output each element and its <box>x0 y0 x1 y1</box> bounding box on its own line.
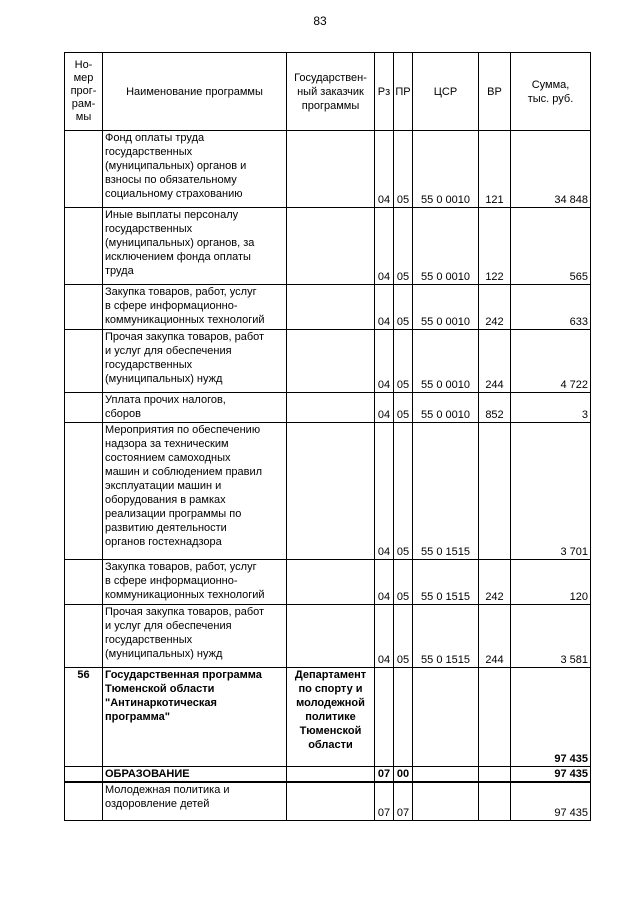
pr-cell: 05 <box>394 393 413 423</box>
csr-cell <box>413 782 479 820</box>
program-number-cell <box>65 393 103 423</box>
pr-cell: 05 <box>394 423 413 560</box>
csr-cell: 55 0 1515 <box>413 423 479 560</box>
csr-cell: 55 0 0010 <box>413 330 479 393</box>
table-row <box>65 393 591 423</box>
amount-cell: 3 <box>511 393 591 423</box>
state-customer-cell <box>287 767 375 783</box>
amount-cell: 565 <box>511 208 591 285</box>
state-customer-cell <box>287 131 375 208</box>
table-row <box>65 423 591 560</box>
state-customer-cell <box>287 423 375 560</box>
rz-cell: 07 <box>375 767 394 783</box>
program-number-cell <box>65 423 103 560</box>
csr-cell <box>413 668 479 767</box>
vr-cell: 852 <box>479 393 511 423</box>
program-number-cell <box>65 285 103 330</box>
rz-cell: 04 <box>375 330 394 393</box>
vr-cell <box>479 668 511 767</box>
rz-cell: 04 <box>375 423 394 560</box>
page-number: 83 <box>313 14 327 28</box>
state-customer-cell: Департамент по спорту и молодежной политике Тюменской области <box>287 668 375 767</box>
rz-cell: 04 <box>375 393 394 423</box>
program-name-cell: Молодежная политика и оздоровление детей <box>103 782 287 820</box>
rz-cell: 04 <box>375 131 394 208</box>
csr-cell: 55 0 0010 <box>413 208 479 285</box>
state-customer-cell <box>287 605 375 668</box>
program-name-cell: Иные выплаты персоналу государственных (муниципальных) органов, за исключением фонда оплаты труда <box>103 208 287 285</box>
header-pr: ПР <box>394 53 413 131</box>
program-number-cell <box>65 605 103 668</box>
rz-cell: 07 <box>375 782 394 820</box>
vr-cell: 244 <box>479 605 511 668</box>
pr-cell: 05 <box>394 285 413 330</box>
vr-cell <box>479 767 511 783</box>
table-body <box>65 131 591 821</box>
csr-cell: 55 0 0010 <box>413 131 479 208</box>
state-customer-cell <box>287 782 375 820</box>
rz-cell: 04 <box>375 560 394 605</box>
rz-cell <box>375 668 394 767</box>
header-vr: ВР <box>479 53 511 131</box>
program-number-cell <box>65 131 103 208</box>
header-program-name: Наименование программы <box>103 53 287 131</box>
pr-cell <box>394 668 413 767</box>
pr-cell: 00 <box>394 767 413 783</box>
amount-cell: 97 435 <box>511 767 591 783</box>
table-header-row <box>65 53 591 131</box>
csr-cell: 55 0 0010 <box>413 393 479 423</box>
pr-cell: 05 <box>394 605 413 668</box>
header-state-customer: Государствен- ный заказчик программы <box>287 53 375 131</box>
header-csr: ЦСР <box>413 53 479 131</box>
amount-cell: 3 701 <box>511 423 591 560</box>
table-row <box>65 605 591 668</box>
amount-cell: 97 435 <box>511 668 591 767</box>
program-number-cell <box>65 208 103 285</box>
vr-cell: 121 <box>479 131 511 208</box>
csr-cell <box>413 767 479 783</box>
program-number-cell <box>65 560 103 605</box>
program-name-cell: ОБРАЗОВАНИЕ <box>103 767 287 783</box>
vr-cell: 122 <box>479 208 511 285</box>
csr-cell: 55 0 1515 <box>413 605 479 668</box>
table-row <box>65 208 591 285</box>
csr-cell: 55 0 0010 <box>413 285 479 330</box>
header-sum: Сумма, тыс. руб. <box>511 53 591 131</box>
amount-cell: 3 581 <box>511 605 591 668</box>
rz-cell: 04 <box>375 208 394 285</box>
table-row <box>65 767 591 783</box>
vr-cell: 242 <box>479 285 511 330</box>
table-row <box>65 782 591 820</box>
header-rz: Рз <box>375 53 394 131</box>
vr-cell: 242 <box>479 560 511 605</box>
program-name-cell: Фонд оплаты труда государственных (муниципальных) органов и взносы по обязательному социальному страхованию <box>103 131 287 208</box>
rz-cell: 04 <box>375 605 394 668</box>
state-customer-cell <box>287 285 375 330</box>
pr-cell: 05 <box>394 560 413 605</box>
vr-cell <box>479 423 511 560</box>
program-name-cell: Прочая закупка товаров, работ и услуг для обеспечения государственных (муниципальных) нужд <box>103 605 287 668</box>
program-number-cell <box>65 782 103 820</box>
table-row <box>65 285 591 330</box>
program-name-cell: Государственная программа Тюменской области "Антинаркотическая программа" <box>103 668 287 767</box>
amount-cell: 120 <box>511 560 591 605</box>
vr-cell: 244 <box>479 330 511 393</box>
program-name-cell: Уплата прочих налогов, сборов <box>103 393 287 423</box>
state-customer-cell <box>287 330 375 393</box>
state-customer-cell <box>287 393 375 423</box>
pr-cell: 05 <box>394 208 413 285</box>
table-row <box>65 560 591 605</box>
table-row <box>65 668 591 767</box>
header-program-number: Но- мер прог- рам- мы <box>65 53 103 131</box>
csr-cell: 55 0 1515 <box>413 560 479 605</box>
program-name-cell: Мероприятия по обеспечению надзора за техническим состоянием самоходных машин и соблюдением правил эксплуатации машин и оборудования в рамках реализации программы по развитию деятельности органов гостехнадзора <box>103 423 287 560</box>
budget-table <box>64 52 591 821</box>
amount-cell: 97 435 <box>511 782 591 820</box>
vr-cell <box>479 782 511 820</box>
amount-cell: 633 <box>511 285 591 330</box>
amount-cell: 4 722 <box>511 330 591 393</box>
program-name-cell: Прочая закупка товаров, работ и услуг для обеспечения государственных (муниципальных) нужд <box>103 330 287 393</box>
program-number-cell: 56 <box>65 668 103 767</box>
rz-cell: 04 <box>375 285 394 330</box>
amount-cell: 34 848 <box>511 131 591 208</box>
pr-cell: 07 <box>394 782 413 820</box>
pr-cell: 05 <box>394 330 413 393</box>
program-number-cell <box>65 330 103 393</box>
table-row <box>65 330 591 393</box>
state-customer-cell <box>287 208 375 285</box>
table-row <box>65 131 591 208</box>
pr-cell: 05 <box>394 131 413 208</box>
state-customer-cell <box>287 560 375 605</box>
program-number-cell <box>65 767 103 783</box>
program-name-cell: Закупка товаров, работ, услуг в сфере информационно- коммуникационных технологий <box>103 285 287 330</box>
program-name-cell: Закупка товаров, работ, услуг в сфере информационно- коммуникационных технологий <box>103 560 287 605</box>
